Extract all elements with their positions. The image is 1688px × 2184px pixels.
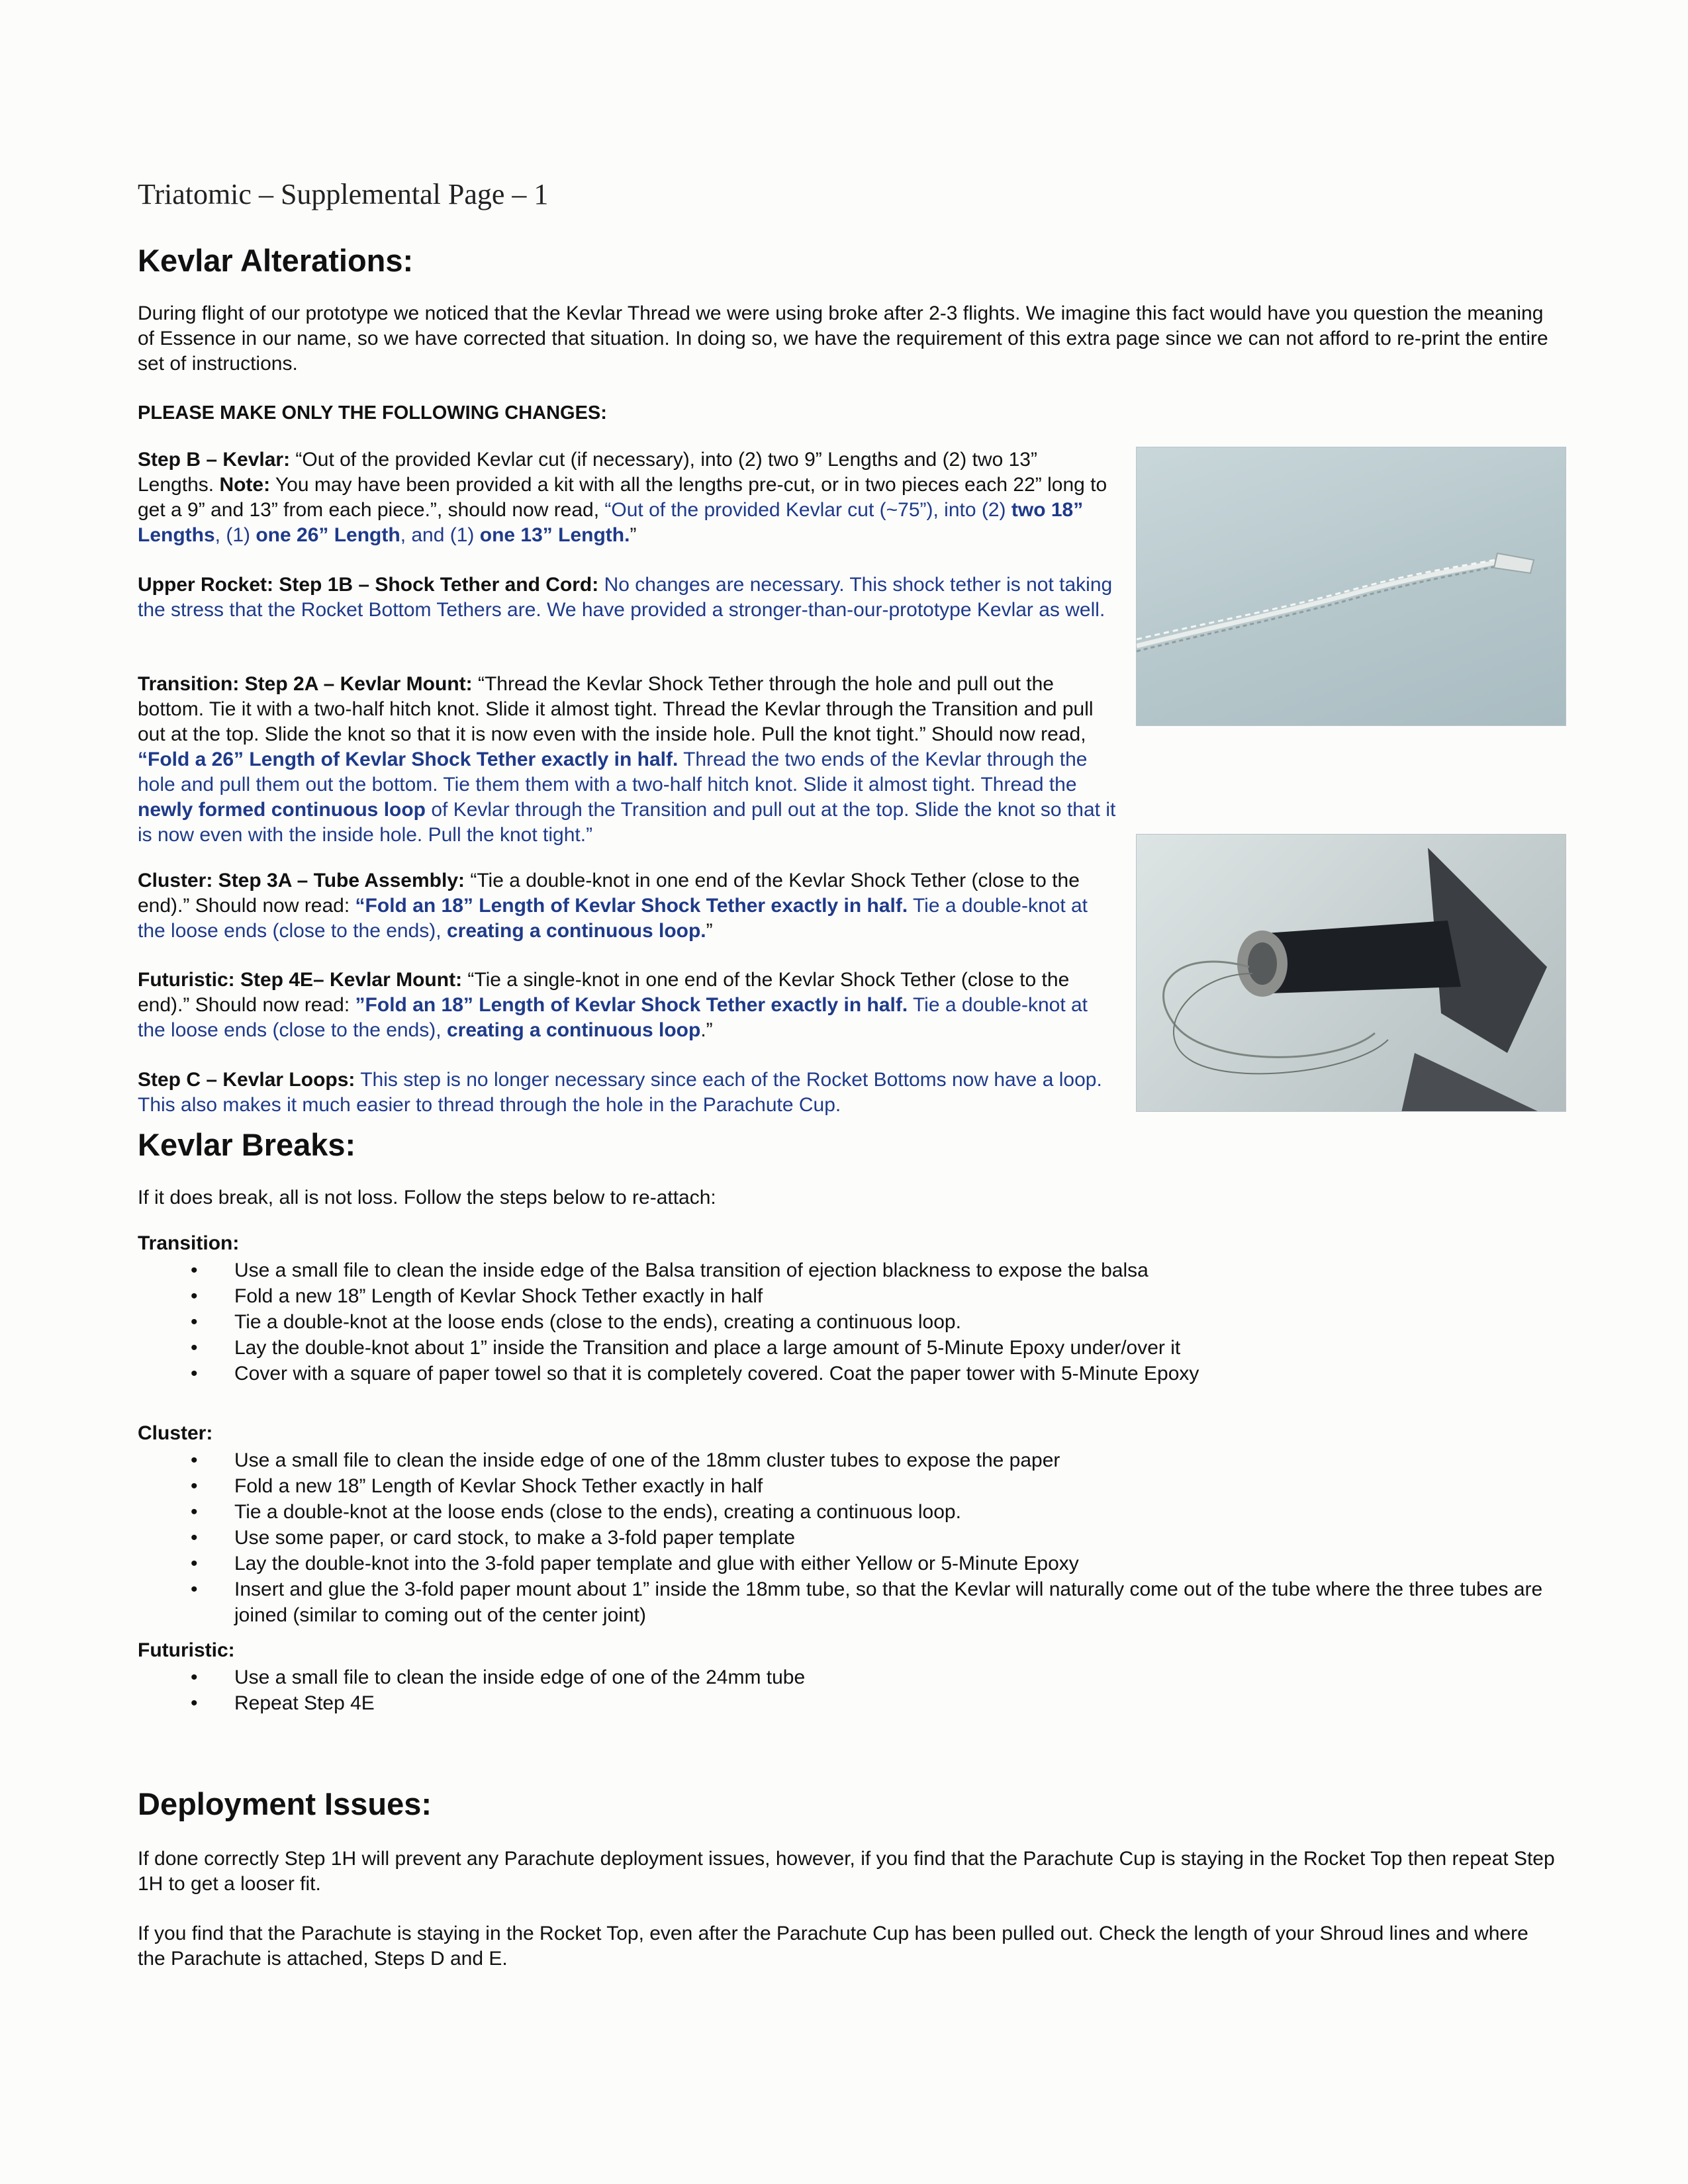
step-b-blue2: , (1) [214, 524, 256, 546]
futuristic-end: .” [700, 1019, 713, 1041]
breaks-group-title: Cluster: [138, 1422, 213, 1444]
futuristic-paragraph [138, 968, 1117, 1043]
cluster-end: ” [706, 920, 713, 942]
transition-blue-bold2: newly formed continuous loop [138, 799, 426, 821]
futuristic-text: “Tie a single-knot in one end of the Kevlar Shock Tether (close to the end).” Should now read: [138, 969, 1070, 1016]
breaks-list [138, 1257, 1568, 1387]
step-b-blue-bold3: one 13” Length. [479, 524, 630, 546]
breaks-list [138, 1447, 1568, 1628]
step-b-blue-bold2: one 26” Length [256, 524, 400, 546]
transition-blue2: of Kevlar through the Transition and pull out at the top. Slide the knot so that it is now even with the inside hole. Pull the knot tight.” [138, 799, 1116, 846]
transition-text: “Thread the Kevlar Shock Tether through the hole and pull out the bottom. Tie it with a two-half hitch knot. Slide it almost tight. Thread the Kevlar through the Transition and pull out at the top. Slide the knot so that it is now even with the inside hole. Pull the knot tight.” Should now read, [138, 673, 1094, 745]
list-item: • Lay the double-knot into the 3-fold paper template and glue with either Yellow or 5-Minute Epoxy [234, 1551, 1568, 1576]
list-item: • Repeat Step 4E [234, 1690, 1568, 1716]
transition-blue-bold1: “Fold a 26” Length of Kevlar Shock Tether exactly in half. [138, 749, 679, 770]
step-b-paragraph [138, 447, 1117, 548]
heading-kevlar-alterations: Kevlar Alterations: [138, 243, 414, 278]
step-c-text: This step is no longer necessary since each of the Rocket Bottoms now have a loop. This also makes it much easier to thread through the hole in the Parachute Cup. [138, 1069, 1102, 1116]
list-item: • Fold a new 18” Length of Kevlar Shock Tether exactly in half [234, 1283, 1568, 1309]
step-b-end: ” [630, 524, 637, 546]
upper-rocket-text: No changes are necessary. This shock tether is not taking the stress that the Rocket Bottom Tethers are. We have provided a stronger-than-our-prototype Kevlar as well. [138, 574, 1113, 621]
list-item: • Use a small file to clean the inside edge of one of the 18mm cluster tubes to expose the paper [234, 1447, 1568, 1473]
breaks-group-cluster [138, 1420, 1568, 1628]
rocket-kevlar-loop-photo [1136, 834, 1566, 1112]
cluster-label: Cluster: Step 3A – Tube Assembly: [138, 870, 465, 891]
step-b-blue3: , and (1) [400, 524, 480, 546]
upper-rocket-paragraph [138, 572, 1117, 623]
breaks-intro: If it does break, all is not loss. Follow the steps below to re-attach: [138, 1187, 716, 1208]
breaks-group-title: Transition: [138, 1232, 240, 1254]
cluster-blue-bold2: creating a continuous loop. [446, 920, 706, 942]
breaks-group-transition [138, 1230, 1568, 1387]
heading-kevlar-breaks: Kevlar Breaks: [138, 1127, 356, 1162]
cluster-paragraph [138, 868, 1117, 944]
futuristic-blue-bold2: creating a continuous loop [446, 1019, 701, 1041]
list-item: • Tie a double-knot at the loose ends (close to the ends), creating a continuous loop. [234, 1499, 1568, 1525]
cluster-blue1: Tie a double-knot at the loose ends (close to the ends), [138, 895, 1088, 942]
breaks-group-title: Futuristic: [138, 1639, 235, 1661]
page-header: Triatomic – Supplemental Page – 1 [138, 178, 549, 210]
heading-deployment-issues: Deployment Issues: [138, 1786, 432, 1821]
list-item: • Cover with a square of paper towel so that it is completely covered. Coat the paper tower with 5-Minute Epoxy [234, 1361, 1568, 1387]
breaks-group-futuristic [138, 1637, 1568, 1716]
step-b-text1: “Out of the provided Kevlar cut (if necessary), into (2) two 9” Lengths and (2) two 13” Lengths. [138, 449, 1037, 496]
transition-blue1: Thread the two ends of the Kevlar through the hole and pull them out the bottom. Tie them them with a two-half hitch knot. Slide it almost tight. Thread the [138, 749, 1088, 796]
step-b-text2: You may have been provided a kit with all the lengths pre-cut, or in two pieces each 22” long to get a 9” and 13” from each piece.”, should now read, [138, 474, 1107, 521]
step-b-blue-bold1: two 18” Lengths [138, 499, 1084, 546]
list-item: • Fold a new 18” Length of Kevlar Shock Tether exactly in half [234, 1473, 1568, 1499]
deployment-paragraph-2: If you find that the Parachute is staying in the Rocket Top, even after the Parachute Cup has been pulled out. Check the length of your Shroud lines and where the Parachute is attached, Steps D and E. [138, 1923, 1528, 1970]
step-b-blue1: “Out of the provided Kevlar cut (~75”), into (2) [604, 499, 1011, 521]
list-item: • Tie a double-knot at the loose ends (close to the ends), creating a continuous loop. [234, 1309, 1568, 1335]
cluster-blue-bold1: “Fold an 18” Length of Kevlar Shock Tether exactly in half. [355, 895, 908, 917]
futuristic-label: Futuristic: Step 4E– Kevlar Mount: [138, 969, 463, 991]
kevlar-cord-photo [1136, 447, 1566, 726]
list-item: • Use a small file to clean the inside edge of the Balsa transition of ejection blackness to expose the balsa [234, 1257, 1568, 1283]
step-b-label: Step B – Kevlar: [138, 449, 291, 471]
futuristic-blue-bold1: ”Fold an 18” Length of Kevlar Shock Tether exactly in half. [355, 994, 908, 1016]
list-item: • Use a small file to clean the inside edge of one of the 24mm tube [234, 1664, 1568, 1690]
intro-paragraph: During flight of our prototype we noticed that the Kevlar Thread we were using broke after 2-3 flights. We imagine this fact would have you question the meaning of Essence in our name, so we have corrected that situation. In doing so, we have the requirement of this extra page since we can not afford to re-print the entire set of instructions. [138, 302, 1548, 375]
step-b-note-label: Note: [219, 474, 271, 496]
upper-rocket-label: Upper Rocket: Step 1B – Shock Tether and Cord: [138, 574, 599, 596]
deployment-paragraph-1: If done correctly Step 1H will prevent any Parachute deployment issues, however, if you find that the Parachute Cup is staying in the Rocket Top then repeat Step 1H to get a looser fit. [138, 1848, 1555, 1895]
transition-label: Transition: Step 2A – Kevlar Mount: [138, 673, 473, 695]
list-item: • Insert and glue the 3-fold paper mount about 1” inside the 18mm tube, so that the Kevlar will naturally come out of the tube where the three tubes are joined (similar to coming out of the center joint) [234, 1576, 1568, 1628]
changes-heading: PLEASE MAKE ONLY THE FOLLOWING CHANGES: [138, 402, 607, 424]
list-item: • Lay the double-knot about 1” inside the Transition and place a large amount of 5-Minute Epoxy under/over it [234, 1335, 1568, 1361]
futuristic-blue1: Tie a double-knot at the loose ends (close to the ends), [138, 994, 1088, 1041]
breaks-list [138, 1664, 1568, 1716]
step-c-label: Step C – Kevlar Loops: [138, 1069, 355, 1091]
transition-paragraph [138, 672, 1117, 848]
step-c-paragraph [138, 1068, 1117, 1118]
cluster-text: “Tie a double-knot in one end of the Kevlar Shock Tether (close to the end).” Should now read: [138, 870, 1080, 917]
list-item: • Use some paper, or card stock, to make a 3-fold paper template [234, 1525, 1568, 1551]
